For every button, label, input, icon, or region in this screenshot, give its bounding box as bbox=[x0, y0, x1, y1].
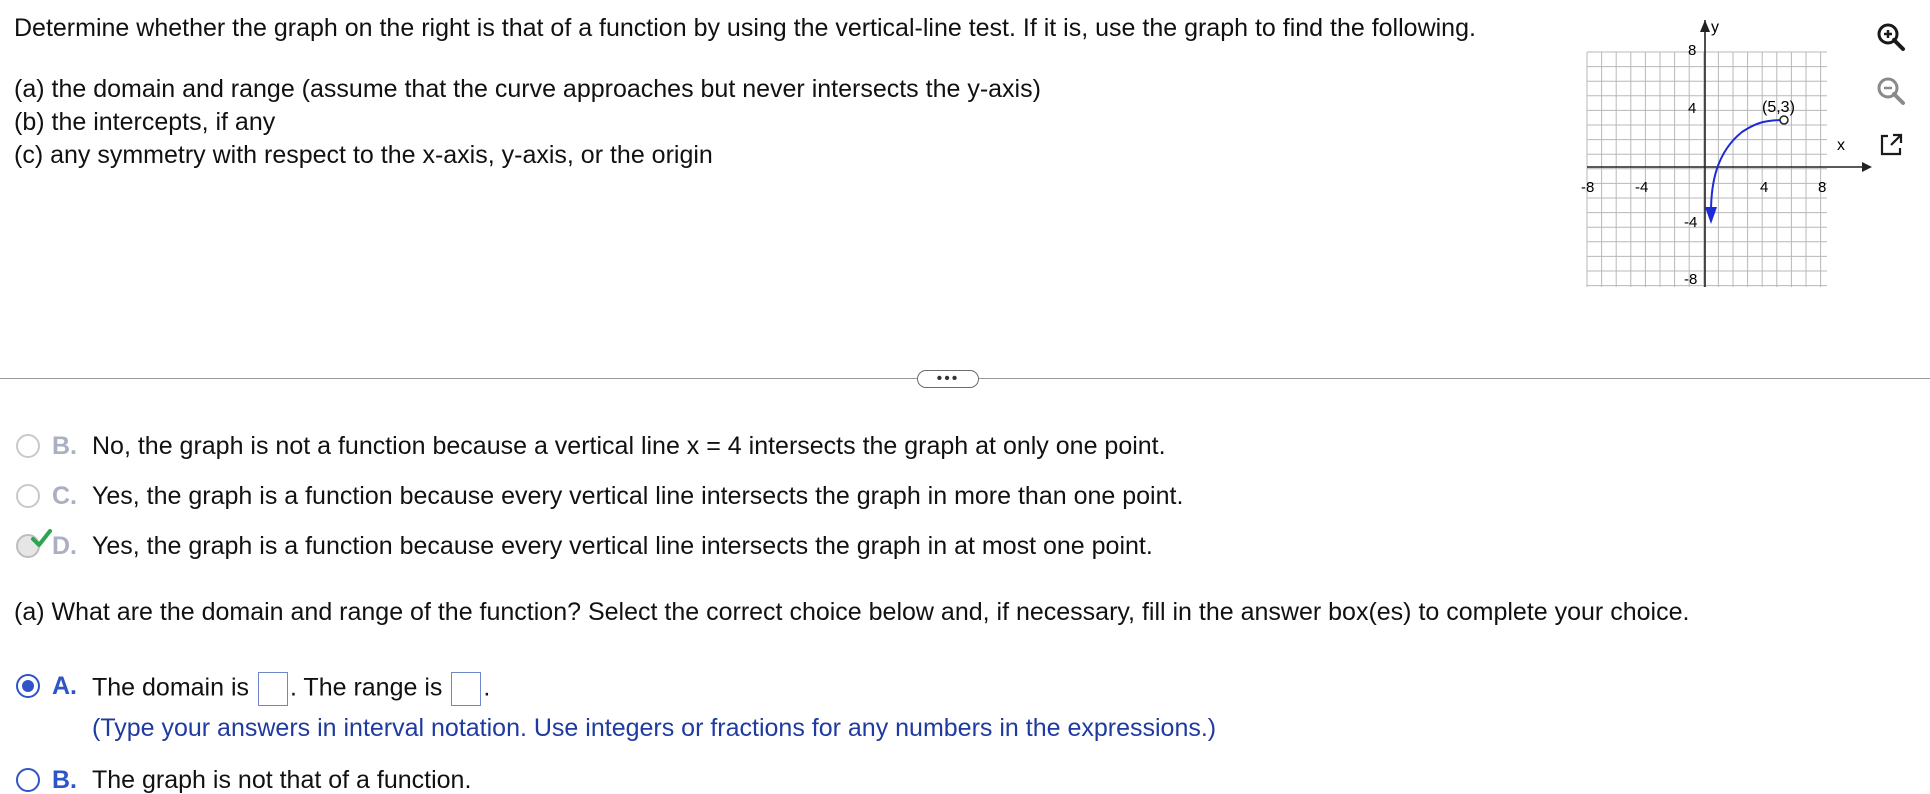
part-a-choice-a[interactable] bbox=[16, 672, 1216, 742]
graph-svg bbox=[1572, 12, 1872, 292]
choice-letter: D. bbox=[52, 532, 77, 560]
choice-b[interactable] bbox=[16, 432, 1166, 460]
y-axis-label: y bbox=[1711, 19, 1719, 36]
choice-letter: B. bbox=[52, 766, 77, 794]
choice-text: Yes, the graph is a function because every vertical line intersects the graph in at most one point. bbox=[92, 532, 1153, 560]
expand-question-button[interactable]: ••• bbox=[917, 370, 979, 388]
choice-c[interactable] bbox=[16, 482, 1183, 510]
x-tick-label: -8 bbox=[1581, 179, 1595, 196]
choice-letter: A. bbox=[52, 672, 77, 700]
question-main: Determine whether the graph on the right is that of a function by using the vertical-line test. If it is, use the graph to find the following. bbox=[14, 14, 1476, 42]
part-a-prompt: (a) What are the domain and range of the function? Select the correct choice below and, if necessary, fill in the answer box(es) to complete your choice. bbox=[14, 598, 1690, 626]
zoom-in-button[interactable] bbox=[1872, 18, 1910, 56]
side-toolbar bbox=[1872, 18, 1912, 180]
x-tick-label: -4 bbox=[1635, 179, 1649, 196]
function-graph bbox=[1572, 12, 1872, 292]
choice-text: No, the graph is not a function because a vertical line x = 4 intersects the graph at only one point. bbox=[92, 432, 1166, 460]
x-tick-label: 4 bbox=[1760, 179, 1769, 196]
choice-body bbox=[92, 672, 1216, 742]
x-axis-arrow-icon bbox=[1862, 162, 1872, 172]
y-tick-label: 4 bbox=[1688, 100, 1697, 117]
part-a-choice-a-radio[interactable] bbox=[16, 674, 40, 698]
choice-text: Yes, the graph is a function because every vertical line intersects the graph in more than one point. bbox=[92, 482, 1184, 510]
popout-button[interactable] bbox=[1872, 126, 1910, 164]
graph-grid bbox=[1587, 52, 1827, 287]
part-a-choice-b[interactable] bbox=[16, 766, 471, 794]
choice-text: The graph is not that of a function. bbox=[92, 766, 472, 794]
range-label: . The range is bbox=[289, 673, 443, 702]
choice-d[interactable] bbox=[16, 532, 1153, 560]
zoom-out-button[interactable] bbox=[1872, 72, 1910, 110]
choice-letter: C. bbox=[52, 482, 77, 510]
zoom-out-icon bbox=[1874, 74, 1908, 108]
y-tick-label: 8 bbox=[1688, 42, 1697, 59]
question-text bbox=[14, 12, 1574, 172]
question-part-a: (a) the domain and range (assume that the curve approaches but never intersects the y-axis) bbox=[14, 75, 1041, 103]
sentence-end: . bbox=[483, 673, 491, 702]
question-part-c: (c) any symmetry with respect to the x-axis, y-axis, or the origin bbox=[14, 141, 713, 169]
domain-answer-box[interactable] bbox=[258, 672, 288, 706]
zoom-in-icon bbox=[1874, 20, 1908, 54]
choice-b-radio[interactable] bbox=[16, 434, 40, 458]
x-axis-label: x bbox=[1837, 137, 1845, 154]
curve-arrow-icon bbox=[1705, 207, 1717, 224]
correct-check-icon bbox=[30, 528, 52, 550]
y-tick-label: -4 bbox=[1684, 214, 1698, 231]
y-tick-label: -8 bbox=[1684, 271, 1698, 288]
part-a-choice-b-radio[interactable] bbox=[16, 768, 40, 792]
choice-letter: B. bbox=[52, 432, 77, 460]
answer-hint: (Type your answers in interval notation. Use integers or fractions for any numbers in the expressions.) bbox=[92, 714, 1217, 742]
range-answer-box[interactable] bbox=[451, 672, 481, 706]
x-tick-label: 8 bbox=[1818, 179, 1827, 196]
point-label: (5,3) bbox=[1762, 99, 1795, 116]
endpoint-marker bbox=[1780, 116, 1788, 124]
question-part-b: (b) the intercepts, if any bbox=[14, 108, 276, 136]
domain-label: The domain is bbox=[92, 673, 250, 702]
choice-c-radio[interactable] bbox=[16, 484, 40, 508]
external-link-icon bbox=[1876, 130, 1906, 160]
y-axis-arrow-icon bbox=[1700, 20, 1710, 32]
